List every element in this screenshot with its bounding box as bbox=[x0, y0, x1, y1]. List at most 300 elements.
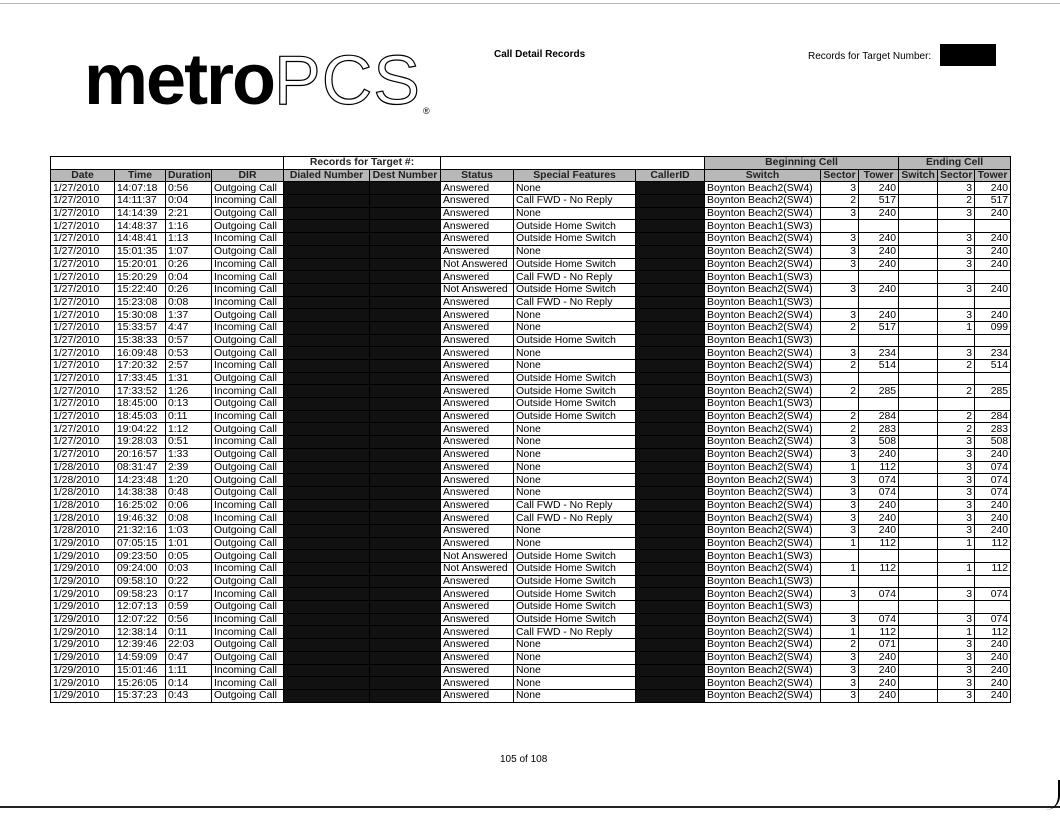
cell-tower: 240 bbox=[859, 651, 899, 664]
cell-features: Outside Home Switch bbox=[514, 385, 636, 398]
cell-dir: Incoming Call bbox=[212, 360, 284, 373]
cell-features: Outside Home Switch bbox=[514, 588, 636, 601]
cell-features: Outside Home Switch bbox=[514, 601, 636, 614]
group-blank-left bbox=[51, 157, 284, 170]
cell-switch: Boynton Beach1(SW3) bbox=[705, 601, 821, 614]
cell-duration: 1:13 bbox=[166, 233, 212, 246]
cell-time: 15:33:57 bbox=[115, 321, 166, 334]
redacted-callerid bbox=[636, 334, 705, 347]
cell-status: Answered bbox=[441, 309, 514, 322]
cell-date: 1/27/2010 bbox=[51, 296, 115, 309]
redacted-dialed-number bbox=[284, 474, 370, 487]
redacted-dest-number bbox=[370, 398, 441, 411]
cell-duration: 0:03 bbox=[166, 563, 212, 576]
call-records-body bbox=[51, 182, 1011, 702]
call-detail-table bbox=[50, 156, 1011, 703]
cell-features: None bbox=[514, 309, 636, 322]
redacted-dialed-number bbox=[284, 499, 370, 512]
table-row bbox=[51, 360, 1011, 373]
cell-dir: Outgoing Call bbox=[212, 537, 284, 550]
redacted-callerid bbox=[636, 550, 705, 563]
cell-date: 1/29/2010 bbox=[51, 664, 115, 677]
cell-switch: Boynton Beach2(SW4) bbox=[705, 207, 821, 220]
cell-time: 18:45:00 bbox=[115, 398, 166, 411]
cell-tower: 508 bbox=[859, 436, 899, 449]
cell-end-sector bbox=[938, 334, 975, 347]
cell-end-switch bbox=[899, 601, 938, 614]
redacted-dest-number bbox=[370, 207, 441, 220]
cell-tower bbox=[859, 398, 899, 411]
cell-time: 15:20:01 bbox=[115, 258, 166, 271]
cell-status: Answered bbox=[441, 207, 514, 220]
cell-date: 1/27/2010 bbox=[51, 436, 115, 449]
cell-switch: Boynton Beach2(SW4) bbox=[705, 524, 821, 537]
table-row bbox=[51, 588, 1011, 601]
cell-end-sector: 3 bbox=[938, 486, 975, 499]
cell-switch: Boynton Beach2(SW4) bbox=[705, 537, 821, 550]
redacted-dest-number bbox=[370, 233, 441, 246]
redacted-dest-number bbox=[370, 461, 441, 474]
cell-sector: 2 bbox=[821, 385, 859, 398]
redacted-dialed-number bbox=[284, 309, 370, 322]
cell-switch: Boynton Beach1(SW3) bbox=[705, 398, 821, 411]
cell-date: 1/28/2010 bbox=[51, 474, 115, 487]
cell-end-switch bbox=[899, 245, 938, 258]
cell-date: 1/27/2010 bbox=[51, 423, 115, 436]
cell-dir: Incoming Call bbox=[212, 499, 284, 512]
redacted-dest-number bbox=[370, 664, 441, 677]
cell-sector bbox=[821, 220, 859, 233]
cell-sector: 3 bbox=[821, 486, 859, 499]
redacted-callerid bbox=[636, 486, 705, 499]
cell-dir: Incoming Call bbox=[212, 436, 284, 449]
cell-duration: 0:56 bbox=[166, 182, 212, 195]
cell-switch: Boynton Beach2(SW4) bbox=[705, 385, 821, 398]
redacted-callerid bbox=[636, 499, 705, 512]
cell-status: Answered bbox=[441, 398, 514, 411]
cell-status: Answered bbox=[441, 334, 514, 347]
cell-status: Answered bbox=[441, 689, 514, 702]
cell-status: Answered bbox=[441, 321, 514, 334]
cell-end-tower: 240 bbox=[975, 233, 1011, 246]
cell-duration: 1:33 bbox=[166, 448, 212, 461]
cell-switch: Boynton Beach2(SW4) bbox=[705, 245, 821, 258]
cell-time: 14:59:09 bbox=[115, 651, 166, 664]
cell-date: 1/28/2010 bbox=[51, 486, 115, 499]
redacted-callerid bbox=[636, 423, 705, 436]
cell-duration: 1:31 bbox=[166, 372, 212, 385]
cell-date: 1/27/2010 bbox=[51, 372, 115, 385]
cell-status: Answered bbox=[441, 651, 514, 664]
cell-tower: 284 bbox=[859, 410, 899, 423]
cell-time: 16:25:02 bbox=[115, 499, 166, 512]
cell-end-tower: 284 bbox=[975, 410, 1011, 423]
cell-end-sector: 2 bbox=[938, 385, 975, 398]
cell-switch: Boynton Beach2(SW4) bbox=[705, 233, 821, 246]
col-header-begin-switch: Switch bbox=[705, 169, 821, 182]
redacted-dialed-number bbox=[284, 512, 370, 525]
cell-time: 20:16:57 bbox=[115, 448, 166, 461]
cell-end-tower: 240 bbox=[975, 524, 1011, 537]
cell-time: 14:07:18 bbox=[115, 182, 166, 195]
cell-end-switch bbox=[899, 233, 938, 246]
redacted-dest-number bbox=[370, 499, 441, 512]
redacted-callerid bbox=[636, 537, 705, 550]
cell-status: Answered bbox=[441, 448, 514, 461]
cell-end-tower: 240 bbox=[975, 309, 1011, 322]
cell-features: Outside Home Switch bbox=[514, 563, 636, 576]
cell-tower: 240 bbox=[859, 512, 899, 525]
column-header-row bbox=[51, 169, 1011, 182]
cell-dir: Incoming Call bbox=[212, 258, 284, 271]
redacted-dialed-number bbox=[284, 575, 370, 588]
cell-duration: 0:53 bbox=[166, 347, 212, 360]
cell-time: 15:38:33 bbox=[115, 334, 166, 347]
cell-end-tower: 099 bbox=[975, 321, 1011, 334]
cell-sector: 3 bbox=[821, 588, 859, 601]
redacted-dialed-number bbox=[284, 385, 370, 398]
cell-time: 21:32:16 bbox=[115, 524, 166, 537]
cell-time: 19:28:03 bbox=[115, 436, 166, 449]
redacted-dest-number bbox=[370, 537, 441, 550]
redacted-dialed-number bbox=[284, 436, 370, 449]
redacted-dialed-number bbox=[284, 524, 370, 537]
cell-switch: Boynton Beach1(SW3) bbox=[705, 372, 821, 385]
redacted-callerid bbox=[636, 524, 705, 537]
cell-tower: 240 bbox=[859, 677, 899, 690]
cell-switch: Boynton Beach2(SW4) bbox=[705, 283, 821, 296]
table-row bbox=[51, 512, 1011, 525]
cell-features: Outside Home Switch bbox=[514, 258, 636, 271]
cell-date: 1/27/2010 bbox=[51, 283, 115, 296]
cell-time: 15:37:23 bbox=[115, 689, 166, 702]
redacted-callerid bbox=[636, 588, 705, 601]
cell-tower: 074 bbox=[859, 474, 899, 487]
table-row bbox=[51, 499, 1011, 512]
table-row bbox=[51, 474, 1011, 487]
table-row bbox=[51, 195, 1011, 208]
cell-dir: Incoming Call bbox=[212, 385, 284, 398]
cell-dir: Outgoing Call bbox=[212, 347, 284, 360]
cell-end-tower bbox=[975, 334, 1011, 347]
cell-sector bbox=[821, 334, 859, 347]
table-row bbox=[51, 385, 1011, 398]
cell-end-switch bbox=[899, 195, 938, 208]
cell-date: 1/29/2010 bbox=[51, 639, 115, 652]
cell-end-tower: 240 bbox=[975, 651, 1011, 664]
cell-end-sector: 2 bbox=[938, 410, 975, 423]
cell-dir: Outgoing Call bbox=[212, 486, 284, 499]
cell-tower: 517 bbox=[859, 195, 899, 208]
cell-features: None bbox=[514, 689, 636, 702]
cell-tower bbox=[859, 575, 899, 588]
cell-duration: 1:03 bbox=[166, 524, 212, 537]
cell-status: Answered bbox=[441, 195, 514, 208]
table-row bbox=[51, 423, 1011, 436]
cell-dir: Incoming Call bbox=[212, 410, 284, 423]
redacted-dialed-number bbox=[284, 182, 370, 195]
redacted-callerid bbox=[636, 689, 705, 702]
cell-tower bbox=[859, 271, 899, 284]
cell-end-sector: 3 bbox=[938, 512, 975, 525]
cell-sector: 2 bbox=[821, 360, 859, 373]
cell-end-tower: 514 bbox=[975, 360, 1011, 373]
cell-dir: Incoming Call bbox=[212, 321, 284, 334]
top-rule bbox=[0, 3, 1060, 4]
cell-end-tower: 074 bbox=[975, 588, 1011, 601]
cell-switch: Boynton Beach2(SW4) bbox=[705, 639, 821, 652]
cell-end-sector: 2 bbox=[938, 423, 975, 436]
cell-sector: 1 bbox=[821, 461, 859, 474]
cell-end-sector: 3 bbox=[938, 677, 975, 690]
cell-status: Answered bbox=[441, 524, 514, 537]
redacted-dest-number bbox=[370, 588, 441, 601]
col-header-dest-number: Dest Number bbox=[370, 169, 441, 182]
table-row bbox=[51, 563, 1011, 576]
cell-end-switch bbox=[899, 296, 938, 309]
cell-duration: 0:47 bbox=[166, 651, 212, 664]
redacted-dialed-number bbox=[284, 639, 370, 652]
redacted-target-number bbox=[940, 44, 996, 66]
cell-end-switch bbox=[899, 385, 938, 398]
logo-pcs-text: PCS bbox=[274, 41, 421, 119]
cell-date: 1/27/2010 bbox=[51, 398, 115, 411]
cell-sector: 3 bbox=[821, 448, 859, 461]
cell-duration: 0:11 bbox=[166, 410, 212, 423]
cell-end-tower: 283 bbox=[975, 423, 1011, 436]
redacted-dest-number bbox=[370, 220, 441, 233]
cell-status: Answered bbox=[441, 296, 514, 309]
cell-features: Outside Home Switch bbox=[514, 372, 636, 385]
cell-tower bbox=[859, 220, 899, 233]
table-row bbox=[51, 410, 1011, 423]
redacted-callerid bbox=[636, 410, 705, 423]
report-title: Call Detail Records bbox=[494, 49, 586, 60]
cell-dir: Incoming Call bbox=[212, 677, 284, 690]
cell-end-sector: 3 bbox=[938, 233, 975, 246]
table-row bbox=[51, 626, 1011, 639]
cell-features: Outside Home Switch bbox=[514, 575, 636, 588]
table-row bbox=[51, 207, 1011, 220]
cell-tower: 240 bbox=[859, 283, 899, 296]
logo-metro-text: metro bbox=[84, 40, 275, 120]
cell-duration: 0:08 bbox=[166, 512, 212, 525]
cell-duration: 0:04 bbox=[166, 195, 212, 208]
redacted-dest-number bbox=[370, 601, 441, 614]
cell-date: 1/27/2010 bbox=[51, 347, 115, 360]
page-indicator: 105 of 108 bbox=[500, 754, 548, 765]
cell-date: 1/27/2010 bbox=[51, 309, 115, 322]
cell-duration: 22:03 bbox=[166, 639, 212, 652]
redacted-dialed-number bbox=[284, 207, 370, 220]
cell-switch: Boynton Beach2(SW4) bbox=[705, 499, 821, 512]
cell-end-tower: 240 bbox=[975, 639, 1011, 652]
cell-tower: 240 bbox=[859, 309, 899, 322]
table-row bbox=[51, 233, 1011, 246]
cell-end-switch bbox=[899, 461, 938, 474]
redacted-callerid bbox=[636, 182, 705, 195]
cell-dir: Incoming Call bbox=[212, 283, 284, 296]
cell-duration: 0:17 bbox=[166, 588, 212, 601]
cell-status: Answered bbox=[441, 486, 514, 499]
cell-sector: 3 bbox=[821, 309, 859, 322]
redacted-dest-number bbox=[370, 448, 441, 461]
cell-end-switch bbox=[899, 575, 938, 588]
table-row bbox=[51, 271, 1011, 284]
cell-duration: 0:11 bbox=[166, 626, 212, 639]
cell-switch: Boynton Beach2(SW4) bbox=[705, 182, 821, 195]
cell-time: 12:38:14 bbox=[115, 626, 166, 639]
cell-sector: 3 bbox=[821, 689, 859, 702]
cell-sector: 3 bbox=[821, 499, 859, 512]
cell-end-tower: 234 bbox=[975, 347, 1011, 360]
cell-sector: 3 bbox=[821, 512, 859, 525]
cell-end-switch bbox=[899, 220, 938, 233]
redacted-dest-number bbox=[370, 410, 441, 423]
table-row bbox=[51, 524, 1011, 537]
cell-switch: Boynton Beach2(SW4) bbox=[705, 423, 821, 436]
redacted-dest-number bbox=[370, 524, 441, 537]
redacted-dest-number bbox=[370, 182, 441, 195]
cell-time: 19:04:22 bbox=[115, 423, 166, 436]
bottom-rule bbox=[0, 806, 1060, 808]
col-header-begin-tower: Tower bbox=[859, 169, 899, 182]
redacted-dest-number bbox=[370, 677, 441, 690]
cell-duration: 0:04 bbox=[166, 271, 212, 284]
cell-date: 1/28/2010 bbox=[51, 499, 115, 512]
redacted-dest-number bbox=[370, 550, 441, 563]
redacted-dest-number bbox=[370, 195, 441, 208]
cell-end-switch bbox=[899, 372, 938, 385]
cell-end-switch bbox=[899, 398, 938, 411]
cell-tower bbox=[859, 601, 899, 614]
cell-end-tower bbox=[975, 550, 1011, 563]
cell-switch: Boynton Beach1(SW3) bbox=[705, 271, 821, 284]
cell-duration: 1:20 bbox=[166, 474, 212, 487]
redacted-dest-number bbox=[370, 309, 441, 322]
cell-end-sector bbox=[938, 575, 975, 588]
cell-time: 17:33:45 bbox=[115, 372, 166, 385]
table-row bbox=[51, 639, 1011, 652]
cell-sector: 3 bbox=[821, 613, 859, 626]
cell-date: 1/29/2010 bbox=[51, 651, 115, 664]
group-target-label: Records for Target #: bbox=[284, 157, 441, 170]
redacted-dialed-number bbox=[284, 258, 370, 271]
table-row bbox=[51, 245, 1011, 258]
redacted-dialed-number bbox=[284, 398, 370, 411]
group-beginning-cell: Beginning Cell bbox=[705, 157, 899, 170]
redacted-callerid bbox=[636, 651, 705, 664]
cell-time: 14:14:39 bbox=[115, 207, 166, 220]
cell-sector: 3 bbox=[821, 207, 859, 220]
cell-duration: 1:16 bbox=[166, 220, 212, 233]
registered-mark: ® bbox=[422, 106, 430, 116]
cell-date: 1/29/2010 bbox=[51, 689, 115, 702]
cell-end-switch bbox=[899, 639, 938, 652]
cell-tower: 285 bbox=[859, 385, 899, 398]
table-row bbox=[51, 309, 1011, 322]
cell-time: 15:22:40 bbox=[115, 283, 166, 296]
cell-status: Not Answered bbox=[441, 258, 514, 271]
cell-tower: 074 bbox=[859, 588, 899, 601]
cell-end-switch bbox=[899, 499, 938, 512]
cell-tower: 240 bbox=[859, 689, 899, 702]
cell-end-sector: 3 bbox=[938, 474, 975, 487]
cell-date: 1/27/2010 bbox=[51, 385, 115, 398]
cell-tower: 071 bbox=[859, 639, 899, 652]
table-row bbox=[51, 347, 1011, 360]
cell-sector: 1 bbox=[821, 626, 859, 639]
cell-dir: Outgoing Call bbox=[212, 601, 284, 614]
cell-end-sector bbox=[938, 220, 975, 233]
cell-duration: 0:59 bbox=[166, 601, 212, 614]
redacted-dialed-number bbox=[284, 372, 370, 385]
cell-end-sector bbox=[938, 372, 975, 385]
cell-status: Answered bbox=[441, 385, 514, 398]
cell-dir: Outgoing Call bbox=[212, 182, 284, 195]
cell-dir: Outgoing Call bbox=[212, 689, 284, 702]
cell-features: Outside Home Switch bbox=[514, 410, 636, 423]
redacted-dialed-number bbox=[284, 233, 370, 246]
cell-dir: Outgoing Call bbox=[212, 207, 284, 220]
cell-tower: 112 bbox=[859, 537, 899, 550]
redacted-callerid bbox=[636, 347, 705, 360]
cell-dir: Incoming Call bbox=[212, 233, 284, 246]
cell-dir: Outgoing Call bbox=[212, 461, 284, 474]
cell-end-sector: 1 bbox=[938, 563, 975, 576]
cell-end-sector: 3 bbox=[938, 283, 975, 296]
cell-dir: Incoming Call bbox=[212, 613, 284, 626]
redacted-dest-number bbox=[370, 296, 441, 309]
redacted-dialed-number bbox=[284, 321, 370, 334]
redacted-dest-number bbox=[370, 385, 441, 398]
cell-sector: 3 bbox=[821, 258, 859, 271]
cell-end-sector: 2 bbox=[938, 360, 975, 373]
redacted-callerid bbox=[636, 195, 705, 208]
group-header-row bbox=[51, 157, 1011, 170]
cell-duration: 0:43 bbox=[166, 689, 212, 702]
redacted-callerid bbox=[636, 258, 705, 271]
redacted-callerid bbox=[636, 575, 705, 588]
cell-switch: Boynton Beach2(SW4) bbox=[705, 360, 821, 373]
cell-dir: Outgoing Call bbox=[212, 639, 284, 652]
cell-date: 1/27/2010 bbox=[51, 207, 115, 220]
cell-sector: 2 bbox=[821, 410, 859, 423]
cell-end-sector: 3 bbox=[938, 613, 975, 626]
cell-date: 1/28/2010 bbox=[51, 512, 115, 525]
col-header-duration: Duration bbox=[166, 169, 212, 182]
redacted-callerid bbox=[636, 321, 705, 334]
table-row bbox=[51, 613, 1011, 626]
cell-status: Answered bbox=[441, 271, 514, 284]
cell-duration: 1:11 bbox=[166, 664, 212, 677]
cell-date: 1/27/2010 bbox=[51, 195, 115, 208]
metropcs-logo bbox=[84, 40, 430, 120]
cell-switch: Boynton Beach2(SW4) bbox=[705, 689, 821, 702]
cell-end-tower: 240 bbox=[975, 499, 1011, 512]
cell-features: None bbox=[514, 207, 636, 220]
cell-dir: Outgoing Call bbox=[212, 524, 284, 537]
cell-sector: 3 bbox=[821, 651, 859, 664]
cell-end-sector: 3 bbox=[938, 639, 975, 652]
cell-end-switch bbox=[899, 474, 938, 487]
cell-switch: Boynton Beach2(SW4) bbox=[705, 410, 821, 423]
redacted-callerid bbox=[636, 283, 705, 296]
cell-date: 1/27/2010 bbox=[51, 245, 115, 258]
col-header-time: Time bbox=[115, 169, 166, 182]
cell-end-tower: 508 bbox=[975, 436, 1011, 449]
cell-end-switch bbox=[899, 677, 938, 690]
